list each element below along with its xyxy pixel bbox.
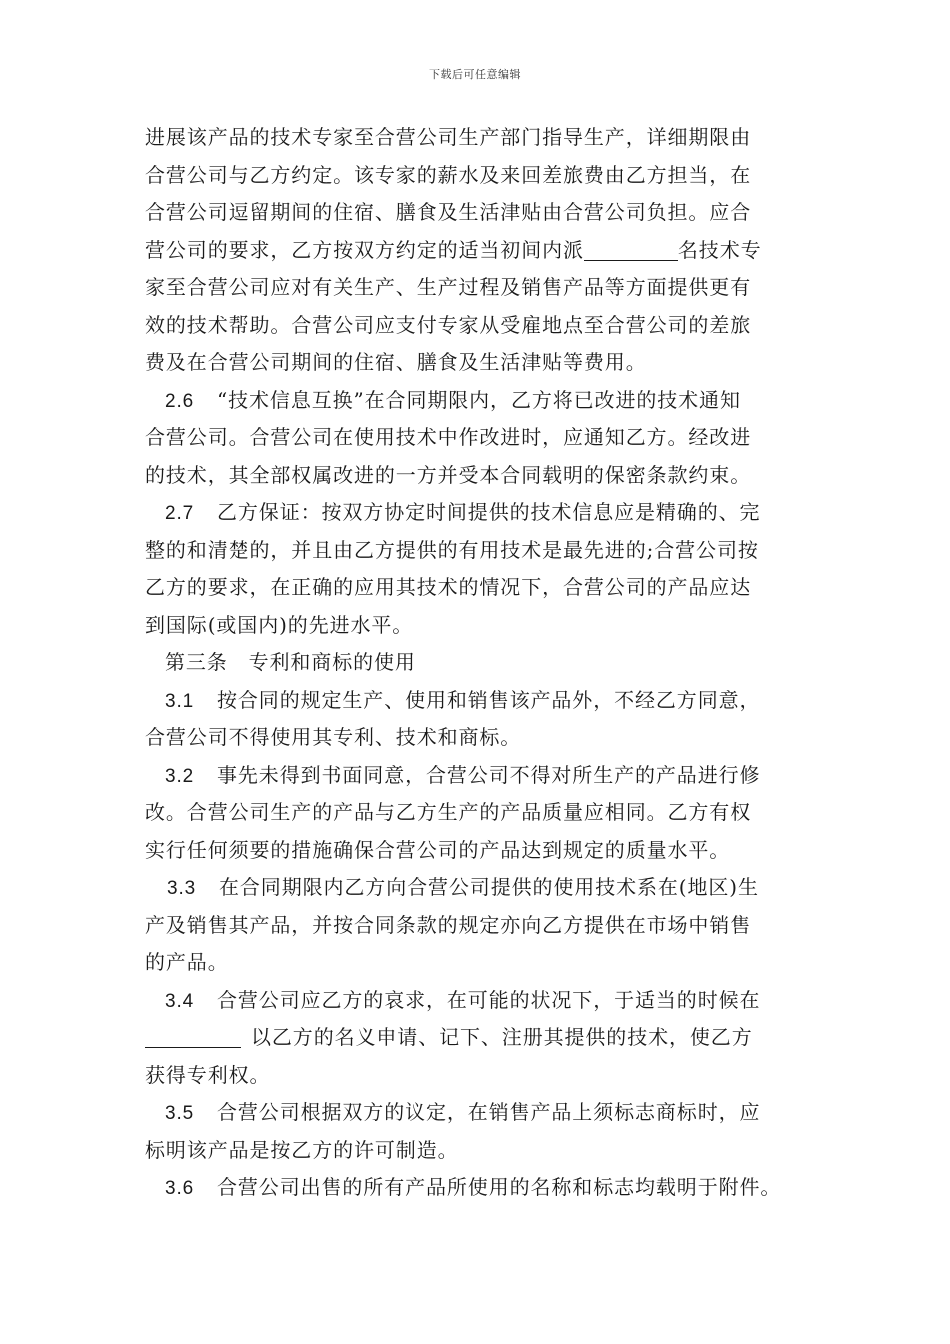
clause-number: 3.1: [165, 690, 195, 712]
paragraph-line: 费及在合营公司期间的住宿、膳食及生活津贴等费用。: [145, 350, 647, 374]
paragraph-line: 合营公司逗留期间的住宿、膳食及生活津贴由合营公司负担。应合: [145, 200, 752, 224]
paragraph-line: 产及销售其产品，并按合同条款的规定亦向乙方提供在市场中销售: [145, 912, 752, 937]
line-text: 合营公司出售的所有产品所使用的名称和标志均载明于附件。: [217, 1175, 782, 1199]
clause-line: [145, 869, 825, 907]
line-text: 以乙方的名义申请、记下、注册其提供的技术，使乙方: [251, 1025, 753, 1049]
paragraph-line: 进展该产品的技术专家至合营公司生产部门指导生产，详细期限由: [145, 125, 752, 149]
paragraph-line: [145, 232, 825, 270]
line-text: 营公司的要求，乙方按双方约定的适当初间内派: [145, 237, 584, 262]
clause-line: [145, 982, 825, 1020]
clause-number: 3.2: [165, 765, 195, 787]
paragraph-line: 的产品。: [145, 950, 229, 974]
clause-number: 2.7: [165, 503, 195, 524]
line-text: 在合同期限内乙方向合营公司提供的使用技术系在(地区)生: [219, 875, 759, 899]
line-text: 事先未得到书面同意，合营公司不得对所生产的产品进行修: [217, 762, 761, 787]
clause-number: 3.4: [165, 990, 195, 1012]
paragraph-line: 整的和清楚的，并且由乙方提供的有用技术是最先进的;合营公司按: [145, 537, 759, 562]
clause-line: [145, 1169, 825, 1207]
paragraph-line: 标明该产品是按乙方的许可制造。: [145, 1137, 459, 1162]
fill-in-blank: [145, 1027, 241, 1048]
clause-line: [145, 1094, 825, 1132]
paragraph-line: 获得专利权。: [145, 1062, 271, 1087]
paragraph-line: 的技术，其全部权属改进的一方并受本合同载明的保密条款约束。: [145, 462, 752, 487]
paragraph-line: 乙方的要求，在正确的应用其技术的情况下，合营公司的产品应达: [145, 575, 752, 599]
line-text: 乙方保证：按双方协定时间提供的技术信息应是精确的、完: [217, 500, 761, 524]
paragraph-line: 到国际(或国内)的先进水平。: [145, 612, 414, 637]
line-text: “技术信息互换”在合同期限内，乙方将已改进的技术通知: [217, 387, 741, 412]
page-header: 下载后可任意编辑: [429, 68, 521, 81]
line-text: 合营公司应乙方的哀求，在可能的状况下，于适当的时候在: [217, 987, 761, 1012]
clause-line: [145, 757, 825, 795]
paragraph-line: 家至合营公司应对有关生产、生产过程及销售产品等方面提供更有: [145, 275, 752, 299]
article-heading: 第三条 专利和商标的使用: [165, 650, 416, 674]
document-body: [145, 119, 825, 1207]
line-text: 名技术专: [677, 237, 762, 262]
paragraph-line: 合营公司不得使用其专利、技术和商标。: [145, 725, 522, 749]
clause-number: 2.6: [165, 390, 195, 412]
fill-in-blank: [584, 240, 678, 261]
clause-line: [145, 682, 825, 720]
paragraph-line: 效的技术帮助。合营公司应支付专家从受雇地点至合营公司的差旅: [145, 312, 752, 337]
clause-number: 3.5: [165, 1103, 195, 1124]
paragraph-line: 合营公司。合营公司在使用技术中作改进时，应通知乙方。经改进: [145, 425, 752, 449]
line-text: 按合同的规定生产、使用和销售该产品外，不经乙方同意，: [217, 687, 761, 712]
clause-line: [145, 382, 825, 420]
clause-number: 3.3: [167, 878, 197, 899]
paragraph-line: 改。合营公司生产的产品与乙方生产的产品质量应相同。乙方有权: [145, 800, 752, 824]
paragraph-line: 实行任何须要的措施确保合营公司的产品达到规定的质量水平。: [145, 837, 731, 862]
paragraph-line: 合营公司与乙方约定。该专家的薪水及来回差旅费由乙方担当，在: [145, 162, 752, 187]
paragraph-line: [145, 1019, 825, 1057]
line-text: 合营公司根据双方的议定，在销售产品上须标志商标时，应: [217, 1100, 761, 1124]
clause-line: [145, 494, 825, 532]
clause-number: 3.6: [165, 1178, 195, 1199]
